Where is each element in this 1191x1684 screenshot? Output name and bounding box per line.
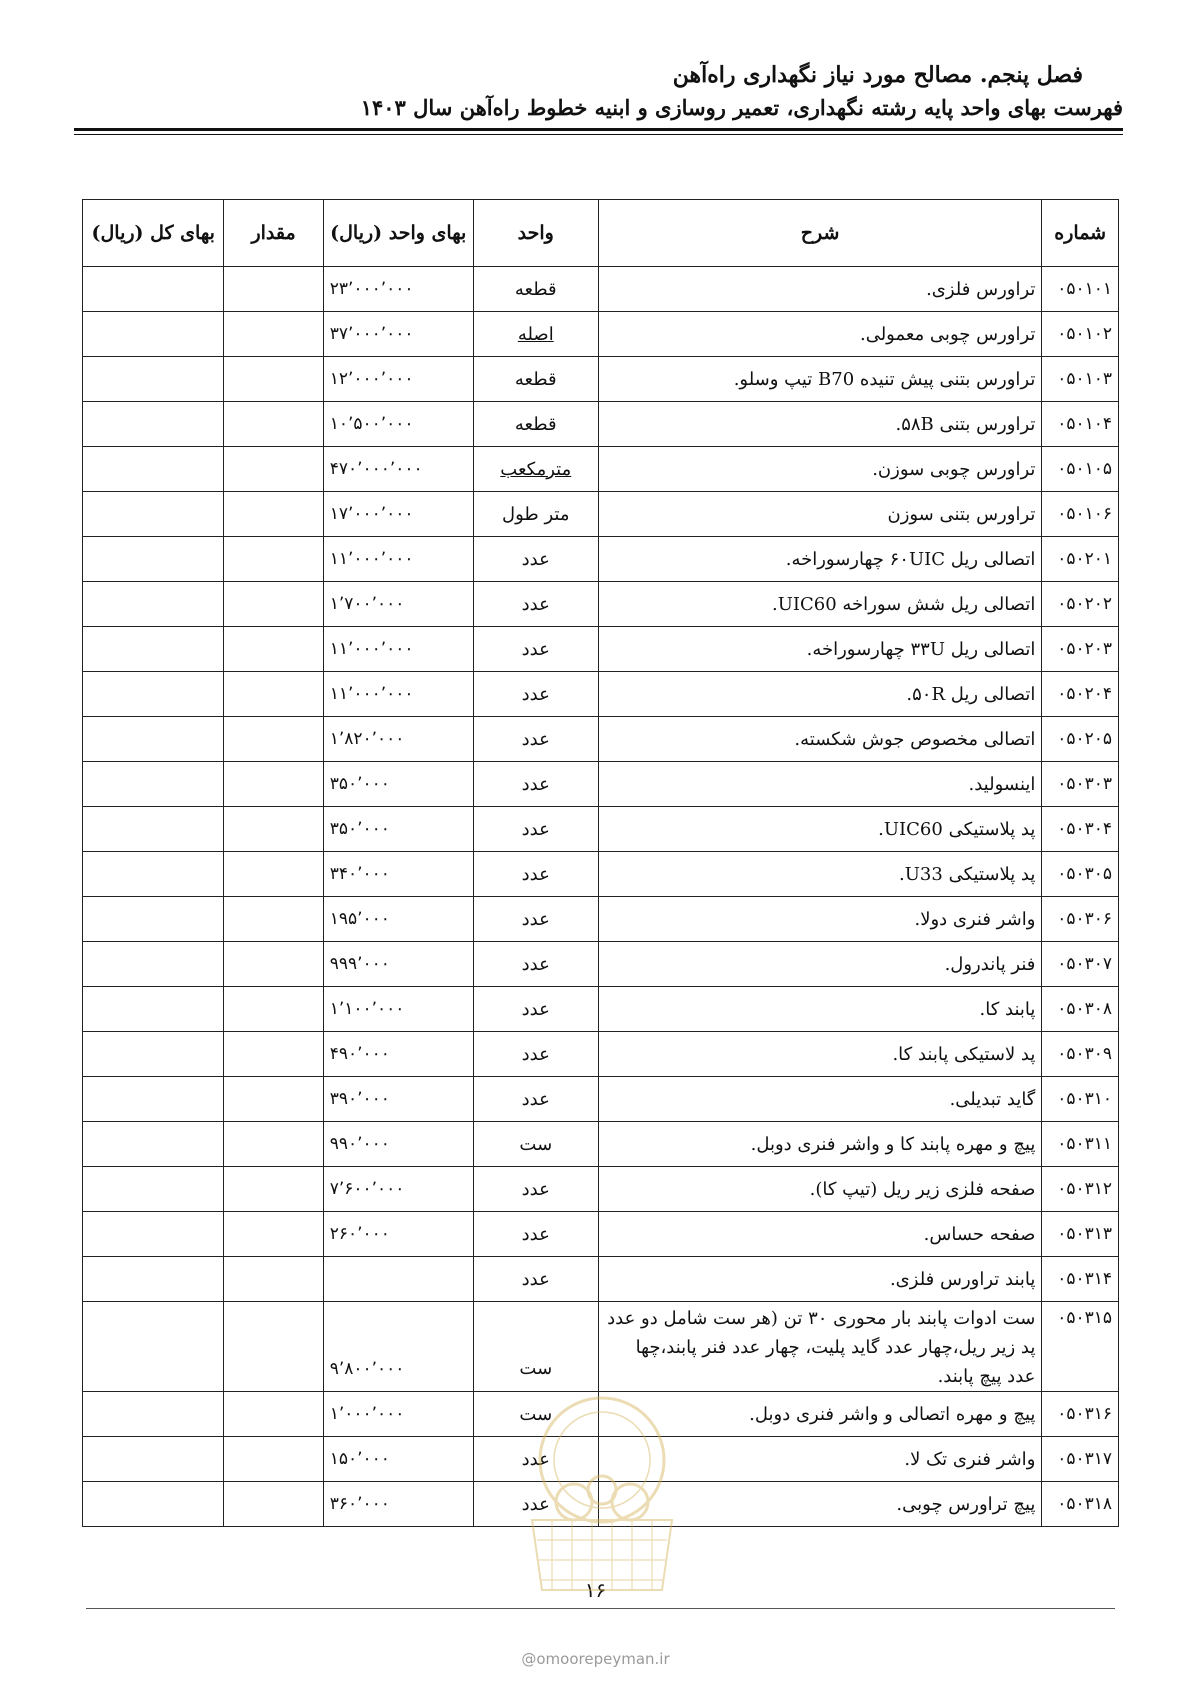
item-unit: عدد	[473, 627, 598, 672]
page-header	[74, 58, 1123, 124]
item-quantity	[224, 1167, 323, 1212]
item-unit: قطعه	[473, 357, 598, 402]
item-description: واشر فنری دولا.	[598, 897, 1042, 942]
item-description: تراورس بتنی سوزن	[598, 492, 1042, 537]
item-unit-price: ۳۶۰٬۰۰۰	[323, 1482, 473, 1527]
item-quantity	[224, 267, 323, 312]
header-rule-thin	[74, 134, 1123, 135]
table-row	[83, 1302, 1119, 1392]
item-code: ۰۵۰۳۱۰	[1042, 1077, 1119, 1122]
watermark-url: @omoorepeyman.ir	[521, 1650, 670, 1668]
item-code: ۰۵۰۱۰۴	[1042, 402, 1119, 447]
item-total-price	[83, 1257, 224, 1302]
item-unit-price: ۱٬۷۰۰٬۰۰۰	[323, 582, 473, 627]
table-row	[83, 1482, 1119, 1527]
item-unit: عدد	[473, 807, 598, 852]
table-row	[83, 807, 1119, 852]
item-quantity	[224, 942, 323, 987]
item-total-price	[83, 1167, 224, 1212]
item-description: تراورس فلزی.	[598, 267, 1042, 312]
item-unit: عدد	[473, 987, 598, 1032]
item-total-price	[83, 717, 224, 762]
column-header-total-price: بهای کل (ریال)	[83, 200, 224, 267]
table-row	[83, 1032, 1119, 1077]
item-code: ۰۵۰۲۰۴	[1042, 672, 1119, 717]
item-unit-price: ۴۹۰٬۰۰۰	[323, 1032, 473, 1077]
item-total-price	[83, 312, 224, 357]
item-total-price	[83, 1392, 224, 1437]
item-quantity	[224, 1212, 323, 1257]
item-code: ۰۵۰۳۰۹	[1042, 1032, 1119, 1077]
item-description: صفحه فلزی زیر ریل (تیپ کا).	[598, 1167, 1042, 1212]
item-code: ۰۵۰۳۰۳	[1042, 762, 1119, 807]
item-description: تراورس چوبی سوزن.	[598, 447, 1042, 492]
item-unit-price: ۳۴۰٬۰۰۰	[323, 852, 473, 897]
column-header-unit: واحد	[473, 200, 598, 267]
item-code: ۰۵۰۳۰۴	[1042, 807, 1119, 852]
item-unit: عدد	[473, 582, 598, 627]
item-quantity	[224, 1392, 323, 1437]
table-row	[83, 1122, 1119, 1167]
item-code: ۰۵۰۳۱۶	[1042, 1392, 1119, 1437]
item-description: گاید تبدیلی.	[598, 1077, 1042, 1122]
item-quantity	[224, 897, 323, 942]
item-description: تراورس چوبی معمولی.	[598, 312, 1042, 357]
item-unit-price: ۹۹۰٬۰۰۰	[323, 1122, 473, 1167]
page-number: ۱۶	[584, 1578, 607, 1602]
item-total-price	[83, 1077, 224, 1122]
table-row	[83, 582, 1119, 627]
item-unit-price: ۳۵۰٬۰۰۰	[323, 807, 473, 852]
item-code: ۰۵۰۳۱۲	[1042, 1167, 1119, 1212]
item-description: پد پلاستیکی UIC60.	[598, 807, 1042, 852]
item-description: اتصالی ریل ۶۰UIC چهارسوراخه.	[598, 537, 1042, 582]
item-unit-price: ۱۰٬۵۰۰٬۰۰۰	[323, 402, 473, 447]
table-row	[83, 627, 1119, 672]
table-row	[83, 1212, 1119, 1257]
table-row	[83, 1077, 1119, 1122]
table-body	[83, 267, 1119, 1527]
item-unit-price: ۲۶۰٬۰۰۰	[323, 1212, 473, 1257]
item-description: اتصالی ریل شش سوراخه UIC60.	[598, 582, 1042, 627]
document-subtitle: فهرست بهای واحد پایه رشته نگهداری، تعمیر روسازی و ابنیه خطوط راه‌آهن سال ۱۴۰۳	[360, 95, 1123, 120]
item-description: ست ادوات پابند بار محوری ۳۰ تن (هر ست شامل دو عدد پد زیر ریل،چهار عدد گاید پلیت، چهار عدد فنر پابند،چها عدد پیچ پابند.	[598, 1302, 1042, 1392]
item-unit	[473, 447, 598, 492]
item-total-price	[83, 762, 224, 807]
item-total-price	[83, 852, 224, 897]
item-quantity	[224, 402, 323, 447]
header-rule-thick	[74, 128, 1123, 131]
item-description: پیچ و مهره اتصالی و واشر فنری دوبل.	[598, 1392, 1042, 1437]
item-unit: عدد	[473, 1257, 598, 1302]
item-total-price	[83, 1482, 224, 1527]
item-code: ۰۵۰۲۰۲	[1042, 582, 1119, 627]
item-unit-text: مترمکعب	[500, 458, 572, 480]
item-code: ۰۵۰۲۰۳	[1042, 627, 1119, 672]
column-header-quantity: مقدار	[224, 200, 323, 267]
footer-rule	[86, 1608, 1115, 1609]
item-unit	[473, 312, 598, 357]
item-description: فنر پاندرول.	[598, 942, 1042, 987]
item-quantity	[224, 1302, 323, 1392]
item-total-price	[83, 1437, 224, 1482]
item-code: ۰۵۰۳۰۷	[1042, 942, 1119, 987]
item-code: ۰۵۰۱۰۱	[1042, 267, 1119, 312]
item-quantity	[224, 1482, 323, 1527]
table-row	[83, 1437, 1119, 1482]
item-quantity	[224, 762, 323, 807]
item-total-price	[83, 267, 224, 312]
item-code: ۰۵۰۳۱۴	[1042, 1257, 1119, 1302]
item-description: اینسولید.	[598, 762, 1042, 807]
item-quantity	[224, 1257, 323, 1302]
table-row	[83, 402, 1119, 447]
table-row	[83, 852, 1119, 897]
item-total-price	[83, 1032, 224, 1077]
item-unit-price: ۱٬۱۰۰٬۰۰۰	[323, 987, 473, 1032]
item-quantity	[224, 537, 323, 582]
item-unit-price: ۷٬۶۰۰٬۰۰۰	[323, 1167, 473, 1212]
item-description: پد لاستیکی پابند کا.	[598, 1032, 1042, 1077]
table-row	[83, 492, 1119, 537]
table-row	[83, 717, 1119, 762]
item-unit: عدد	[473, 537, 598, 582]
table-row	[83, 897, 1119, 942]
item-unit: عدد	[473, 1482, 598, 1527]
item-unit-price: ۱۷٬۰۰۰٬۰۰۰	[323, 492, 473, 537]
item-total-price	[83, 672, 224, 717]
item-total-price	[83, 987, 224, 1032]
item-unit: عدد	[473, 897, 598, 942]
item-quantity	[224, 312, 323, 357]
item-code: ۰۵۰۳۱۵	[1042, 1302, 1119, 1392]
item-description: پابند کا.	[598, 987, 1042, 1032]
table-header-row	[83, 200, 1119, 267]
item-unit-price: ۱٬۰۰۰٬۰۰۰	[323, 1392, 473, 1437]
item-quantity	[224, 1032, 323, 1077]
item-code: ۰۵۰۱۰۶	[1042, 492, 1119, 537]
table-row	[83, 987, 1119, 1032]
item-code: ۰۵۰۱۰۳	[1042, 357, 1119, 402]
item-unit: قطعه	[473, 402, 598, 447]
item-unit: متر طول	[473, 492, 598, 537]
item-total-price	[83, 1212, 224, 1257]
item-unit-price: ۳۵۰٬۰۰۰	[323, 762, 473, 807]
item-unit-price: ۱٬۸۲۰٬۰۰۰	[323, 717, 473, 762]
table-row	[83, 537, 1119, 582]
item-code: ۰۵۰۱۰۲	[1042, 312, 1119, 357]
table-row	[83, 672, 1119, 717]
item-quantity	[224, 492, 323, 537]
item-quantity	[224, 717, 323, 762]
item-code: ۰۵۰۳۱۱	[1042, 1122, 1119, 1167]
item-code: ۰۵۰۳۱۸	[1042, 1482, 1119, 1527]
item-unit-price: ۹٬۸۰۰٬۰۰۰	[323, 1302, 473, 1392]
item-total-price	[83, 357, 224, 402]
item-description: پیچ و مهره پابند کا و واشر فنری دوبل.	[598, 1122, 1042, 1167]
table-row	[83, 1167, 1119, 1212]
column-header-unit-price: بهای واحد (ریال)	[323, 200, 473, 267]
table-row	[83, 942, 1119, 987]
item-description: پابند تراورس فلزی.	[598, 1257, 1042, 1302]
item-unit-price	[323, 1257, 473, 1302]
table-row	[83, 1257, 1119, 1302]
item-unit: عدد	[473, 1167, 598, 1212]
item-code: ۰۵۰۳۱۷	[1042, 1437, 1119, 1482]
item-total-price	[83, 1122, 224, 1167]
item-unit: عدد	[473, 1032, 598, 1077]
table-row	[83, 312, 1119, 357]
item-quantity	[224, 627, 323, 672]
item-quantity	[224, 672, 323, 717]
item-total-price	[83, 1302, 224, 1392]
item-unit-price: ۱۱٬۰۰۰٬۰۰۰	[323, 537, 473, 582]
item-description: اتصالی مخصوص جوش شکسته.	[598, 717, 1042, 762]
item-unit-price: ۹۹۹٬۰۰۰	[323, 942, 473, 987]
price-table	[82, 199, 1119, 1527]
item-quantity	[224, 447, 323, 492]
item-total-price	[83, 537, 224, 582]
item-unit-text: اصله	[517, 323, 554, 345]
item-unit: عدد	[473, 1077, 598, 1122]
item-unit: عدد	[473, 1212, 598, 1257]
item-total-price	[83, 402, 224, 447]
item-quantity	[224, 1077, 323, 1122]
item-unit: ست	[473, 1392, 598, 1437]
column-header-description: شرح	[598, 200, 1042, 267]
item-description: واشر فنری تک لا.	[598, 1437, 1042, 1482]
item-unit: ست	[473, 1122, 598, 1167]
item-unit-price: ۱۱٬۰۰۰٬۰۰۰	[323, 672, 473, 717]
item-total-price	[83, 492, 224, 537]
item-code: ۰۵۰۳۱۳	[1042, 1212, 1119, 1257]
item-quantity	[224, 582, 323, 627]
item-unit: عدد	[473, 1437, 598, 1482]
item-total-price	[83, 807, 224, 852]
chapter-title: فصل پنجم. مصالح مورد نیاز نگهداری راه‌آهن	[672, 62, 1083, 88]
item-unit: ست	[473, 1302, 598, 1392]
item-unit: عدد	[473, 942, 598, 987]
item-description: اتصالی ریل ۳۳U چهارسوراخه.	[598, 627, 1042, 672]
item-code: ۰۵۰۳۰۵	[1042, 852, 1119, 897]
table-row	[83, 447, 1119, 492]
item-unit: قطعه	[473, 267, 598, 312]
item-quantity	[224, 1122, 323, 1167]
item-unit-price: ۳۷٬۰۰۰٬۰۰۰	[323, 312, 473, 357]
item-unit: عدد	[473, 762, 598, 807]
item-total-price	[83, 447, 224, 492]
item-unit-price: ۱۵۰٬۰۰۰	[323, 1437, 473, 1482]
item-code: ۰۵۰۳۰۶	[1042, 897, 1119, 942]
item-code: ۰۵۰۱۰۵	[1042, 447, 1119, 492]
table-row	[83, 1392, 1119, 1437]
item-unit: عدد	[473, 672, 598, 717]
item-code: ۰۵۰۳۰۸	[1042, 987, 1119, 1032]
item-quantity	[224, 807, 323, 852]
item-unit-price: ۱۹۵٬۰۰۰	[323, 897, 473, 942]
table-row	[83, 762, 1119, 807]
item-total-price	[83, 897, 224, 942]
item-unit-price: ۱۲٬۰۰۰٬۰۰۰	[323, 357, 473, 402]
item-description: پد پلاستیکی U33.	[598, 852, 1042, 897]
item-total-price	[83, 942, 224, 987]
item-code: ۰۵۰۲۰۱	[1042, 537, 1119, 582]
item-unit-price: ۳۹۰٬۰۰۰	[323, 1077, 473, 1122]
item-description: پیچ تراورس چوبی.	[598, 1482, 1042, 1527]
table-row	[83, 267, 1119, 312]
column-header-code: شماره	[1042, 200, 1119, 267]
item-description: تراورس بتنی ۵۸B.	[598, 402, 1042, 447]
table-row	[83, 357, 1119, 402]
item-description: اتصالی ریل ۵۰R.	[598, 672, 1042, 717]
item-total-price	[83, 582, 224, 627]
item-description: تراورس بتنی پیش تنیده B70 تیپ وسلو.	[598, 357, 1042, 402]
item-quantity	[224, 987, 323, 1032]
item-code: ۰۵۰۲۰۵	[1042, 717, 1119, 762]
item-unit-price: ۱۱٬۰۰۰٬۰۰۰	[323, 627, 473, 672]
item-unit: عدد	[473, 717, 598, 762]
item-quantity	[224, 852, 323, 897]
item-quantity	[224, 357, 323, 402]
item-description: صفحه حساس.	[598, 1212, 1042, 1257]
item-total-price	[83, 627, 224, 672]
item-quantity	[224, 1437, 323, 1482]
item-unit-price: ۴۷۰٬۰۰۰٬۰۰۰	[323, 447, 473, 492]
item-unit: عدد	[473, 852, 598, 897]
item-unit-price: ۲۳٬۰۰۰٬۰۰۰	[323, 267, 473, 312]
